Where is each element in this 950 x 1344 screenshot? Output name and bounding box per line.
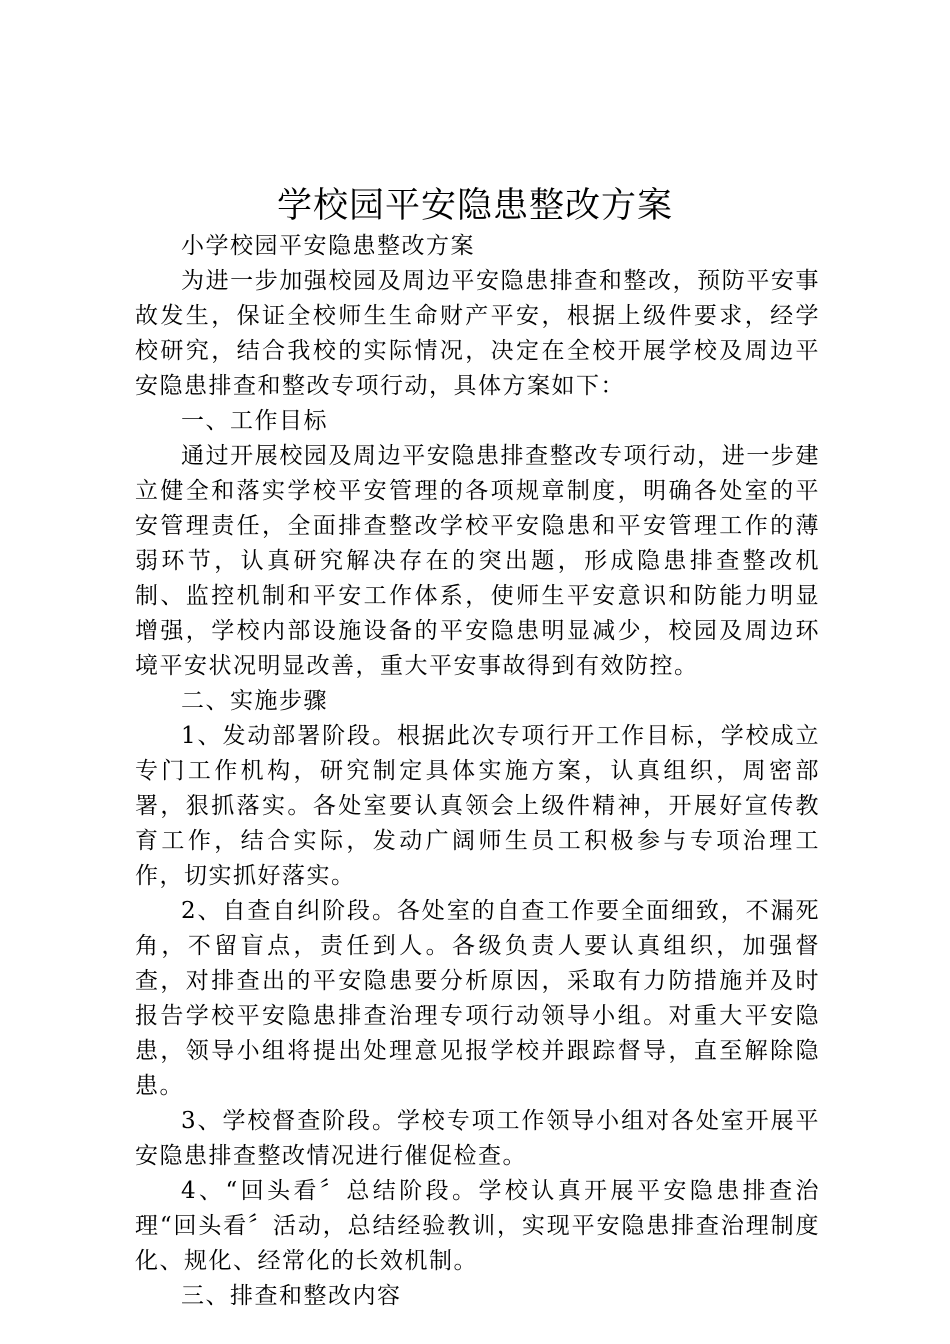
paragraph-subtitle: 小学校园平安隐患整改方案 [181, 233, 475, 259]
paragraph-step-2: 2、自查自纠阶段。各处室的自查工作要全面细致，不漏死角，不留盲点，责任到人。各级负责人要认真组织，加强督查，对排查出的平安隐患要分析原因，采取有力防措施并及时报告学校平安隐患排查治理专项行动领导小组。对重大平安隐患，领导小组将提出处理意见报学校并跟踪督导，直至解除隐患。 [135, 898, 820, 1099]
paragraph-step-4: 4、“回头看〞总结阶段。学校认真开展平安隐患排查治理“回头看〞活动，总结经验教训，实现平安隐患排查治理制度化、规化、经常化的长效机制。 [135, 1178, 820, 1274]
document-body [135, 229, 820, 1314]
paragraph-intro: 为进一步加强校园及周边平安隐患排查和整改，预防平安事故发生，保证全校师生生命财产平安，根据上级件要求，经学校研究，结合我校的实际情况，决定在全校开展学校及周边平安隐患排查和整改专项行动，具体方案如下： [135, 268, 820, 399]
paragraph-step-1: 1、发动部署阶段。根据此次专项行开工作目标，学校成立专门工作机构，研究制定具体实施方案，认真组织，周密部署，狠抓落实。各处室要认真领会上级件精神，开展好宣传教育工作，结合实际，发动广阔师生员工积极参与专项治理工作，切实抓好落实。 [135, 723, 820, 889]
paragraph-step-3: 3、学校督查阶段。学校专项工作领导小组对各处室开展平安隐患排查整改情况进行催促检查。 [135, 1108, 820, 1169]
document-title: 学校园平安隐患整改方案 [276, 186, 673, 226]
paragraph-goals: 通过开展校园及周边平安隐患排查整改专项行动，进一步建立健全和落实学校平安管理的各项规章制度，明确各处室的平安管理责任，全面排查整改学校平安隐患和平安管理工作的薄弱环节，认真研究解决存在的突出题，形成隐患排查整改机制、监控机制和平安工作体系，使师生平安意识和防能力明显增强，学校内部设施设备的平安隐患明显减少，校园及周边环境平安状况明显改善，重大平安事故得到有效防控。 [135, 443, 820, 679]
section-heading-goals: 一、工作目标 [181, 408, 328, 434]
section-heading-steps: 二、实施步骤 [181, 688, 328, 714]
section-heading-content: 三、排查和整改内容 [181, 1283, 402, 1309]
